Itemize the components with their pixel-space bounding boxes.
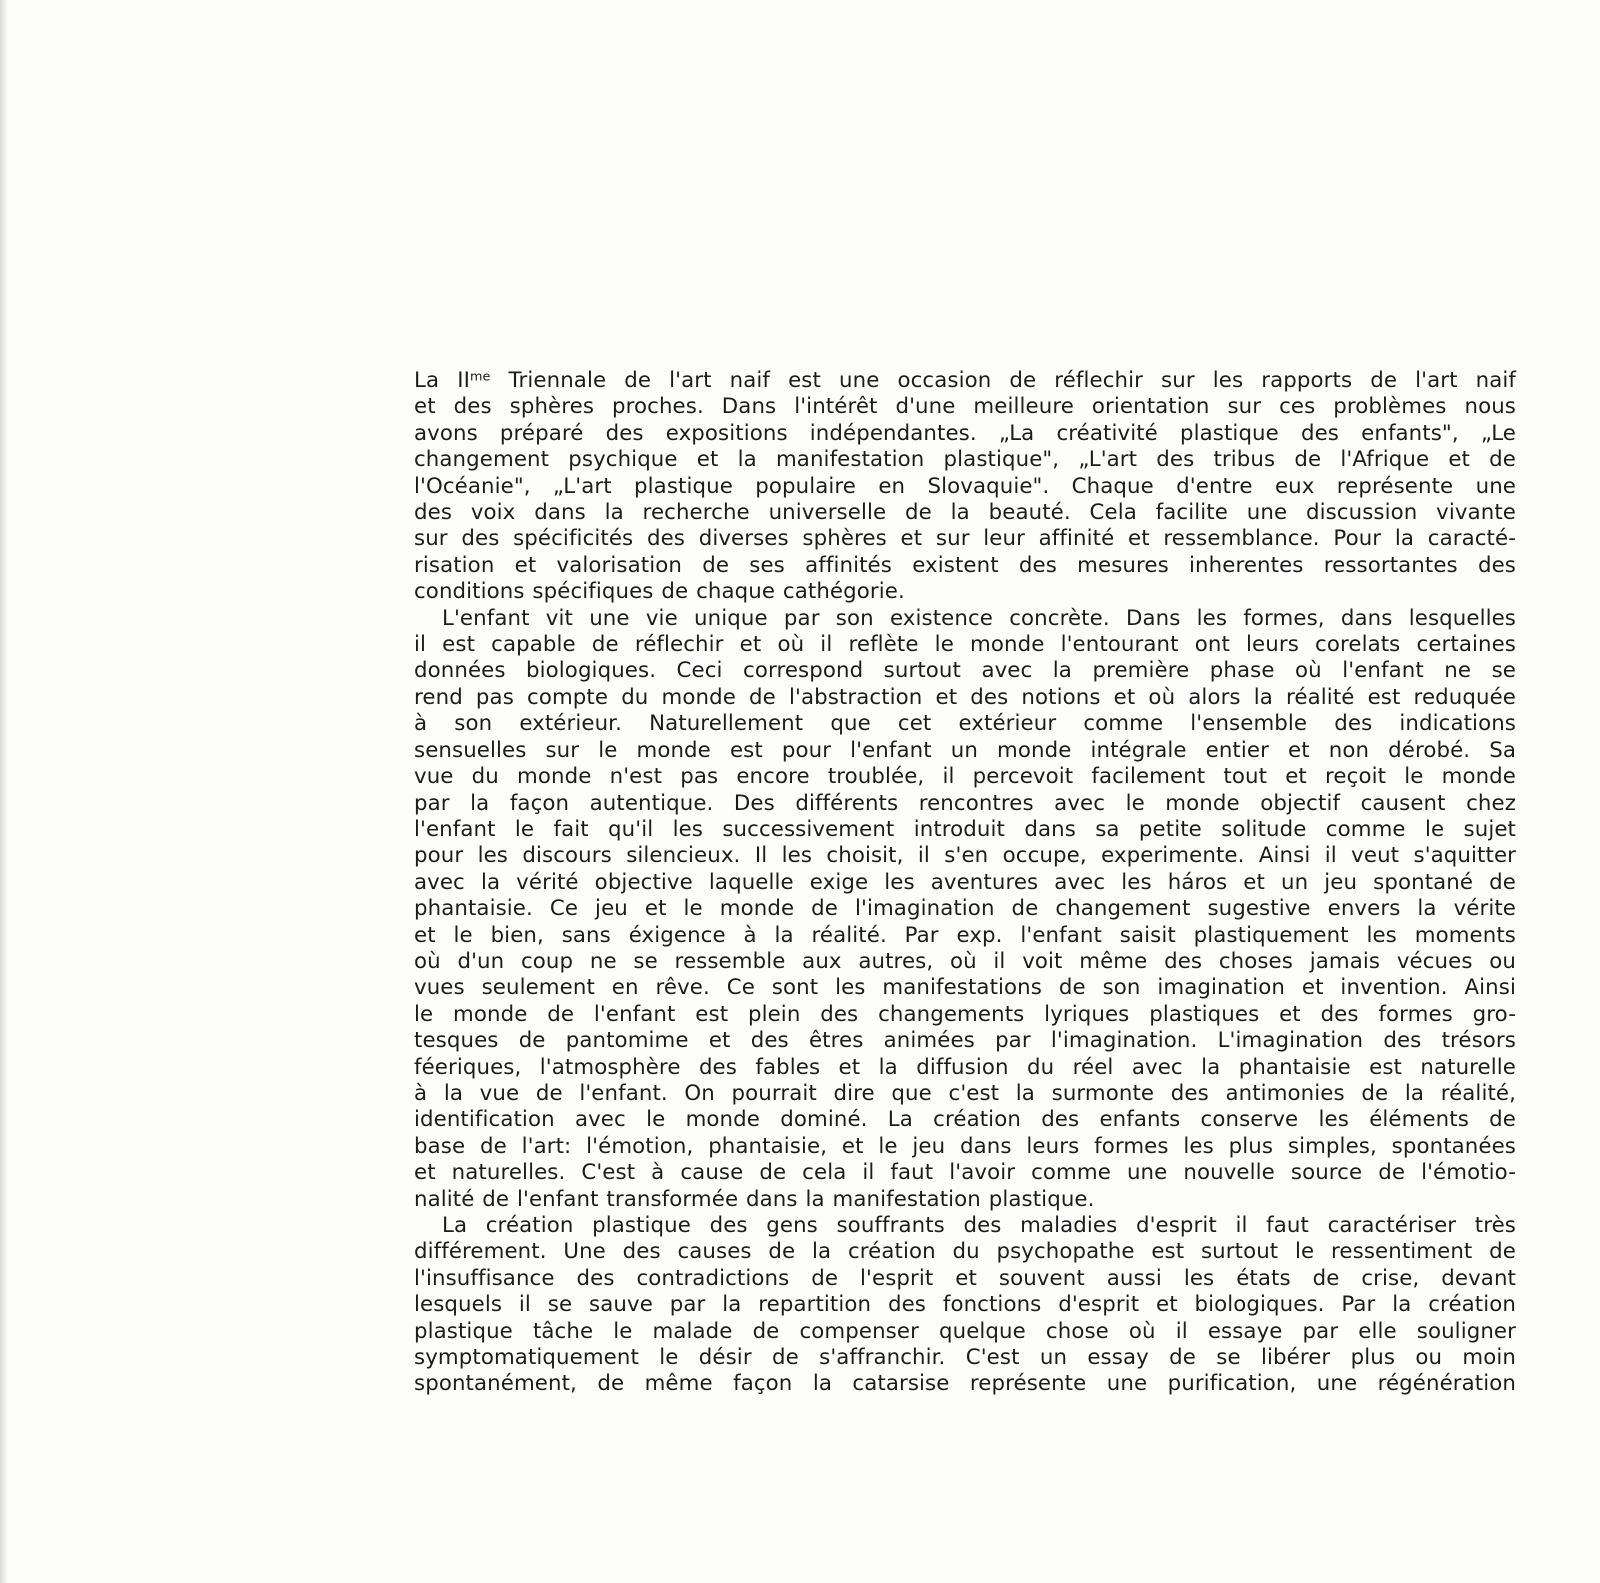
text-line: L'enfant vit une vie unique par son existence concrète. Dans les formes, dans lesquelles: [442, 605, 1516, 631]
text-line: pour les discours silencieux. Il les choisit, il s'en occupe, experimente. Ainsi il veut s'aquitter: [414, 843, 1516, 869]
paragraph-3: [414, 1213, 1516, 1398]
text-line: où d'un coup ne se ressemble aux autres, où il voit même des choses jamais vécues ou: [414, 948, 1516, 974]
text-line: plastique tâche le malade de compenser quelque chose où il essaye par elle souligner: [414, 1318, 1516, 1344]
text-line: féeriques, l'atmosphère des fables et la diffusion du réel avec la phantaisie est naturelle: [414, 1054, 1516, 1080]
text-line: différement. Une des causes de la création du psychopathe est surtout le ressentiment de: [414, 1239, 1516, 1265]
text-line: vues seulement en rêve. Ce sont les manifestations de son imagination et invention. Ainsi: [414, 975, 1516, 1001]
text-line: spontanément, de même façon la catarsise représente une purification, une régénération: [414, 1371, 1516, 1397]
text-line: sur des spécificités des diverses sphères et sur leur affinité et ressemblance. Pour la caracté-: [414, 526, 1516, 552]
text-line: symptomatiquement le désir de s'affranchir. C'est un essay de se libérer plus ou moin: [414, 1345, 1516, 1371]
text-line: rend pas compte du monde de l'abstraction et des notions et où alors la réalité est reduquée: [414, 684, 1516, 710]
text-line: risation et valorisation de ses affinités existent des mesures inherentes ressortantes des: [414, 552, 1516, 578]
text-line: vue du monde n'est pas encore troublée, il percevoit facilement tout et reçoit le monde: [414, 764, 1516, 790]
text-line: phantaisie. Ce jeu et le monde de l'imagination de changement sugestive envers la vérite: [414, 896, 1516, 922]
text-line: La création plastique des gens souffrants des maladies d'esprit il faut caractériser très: [442, 1213, 1516, 1238]
text-line: et le bien, sans éxigence à la réalité. Par exp. l'enfant saisit plastiquement les moments: [414, 922, 1516, 948]
paragraph-1: [414, 368, 1516, 606]
text-line: l'enfant le fait qu'il les successivement introduit dans sa petite solitude comme le sujet: [414, 816, 1516, 842]
text-line: l'Océanie", „L'art plastique populaire en Slovaquie". Chaque d'entre eux représente une: [414, 473, 1516, 499]
text-line: base de l'art: l'émotion, phantaisie, et le jeu dans leurs formes les plus simples, spontanées: [414, 1133, 1516, 1159]
text-line: sensuelles sur le monde est pour l'enfant un monde intégrale entier et non dérobé. Sa: [414, 737, 1516, 763]
body-text: [414, 368, 1516, 1398]
text-line: des voix dans la recherche universelle de la beauté. Cela facilite une discussion vivante: [414, 500, 1516, 526]
text-line: conditions spécifiques de chaque cathégorie.: [414, 579, 905, 605]
text-line: à son extérieur. Naturellement que cet extérieur comme l'ensemble des indications: [414, 711, 1516, 737]
text-line: tesques de pantomime et des êtres animées par l'imagination. L'imagination des trésors: [414, 1028, 1516, 1054]
text-line: La $II^{me}$ Triennale de l'art naif est une occasion de réflechir sur les rapports de l'art naif: [414, 368, 1516, 393]
text-line: données biologiques. Ceci correspond surtout avec la première phase où l'enfant ne se: [414, 658, 1516, 684]
text-line: il est capable de réflechir et où il reflète le monde l'entourant ont leurs corelats certaines: [414, 632, 1516, 658]
text-line: à la vue de l'enfant. On pourrait dire que c'est la surmonte des antimonies de la réalité,: [414, 1080, 1516, 1106]
text-line: lesquels il se sauve par la repartition des fonctions d'esprit et biologiques. Par la création: [414, 1292, 1516, 1318]
text-line: identification avec le monde dominé. La création des enfants conserve les éléments de: [414, 1107, 1516, 1133]
text-line: nalité de l'enfant transformée dans la manifestation plastique.: [414, 1186, 1095, 1212]
text-line: l'insuffisance des contradictions de l'esprit et souvent aussi les états de crise, devant: [414, 1265, 1516, 1291]
page-edge-shadow: [0, 0, 8, 1583]
text-line: et des sphères proches. Dans l'intérêt d'une meilleure orientation sur ces problèmes nous: [414, 394, 1516, 420]
paragraph-2: [414, 606, 1516, 1213]
text-line: changement psychique et la manifestation plastique", „L'art des tribus de l'Afrique et de: [414, 447, 1516, 473]
text-line: avons préparé des expositions indépendantes. „La créativité plastique des enfants", „Le: [414, 420, 1516, 446]
text-line: avec la vérité objective laquelle exige les aventures avec les háros et un jeu spontané de: [414, 869, 1516, 895]
text-line: et naturelles. C'est à cause de cela il faut l'avoir comme une nouvelle source de l'émotio-: [414, 1160, 1516, 1186]
text-line: le monde de l'enfant est plein des changements lyriques plastiques et des formes gro-: [414, 1001, 1516, 1027]
text-line: par la façon autentique. Des différents rencontres avec le monde objectif causent chez: [414, 790, 1516, 816]
